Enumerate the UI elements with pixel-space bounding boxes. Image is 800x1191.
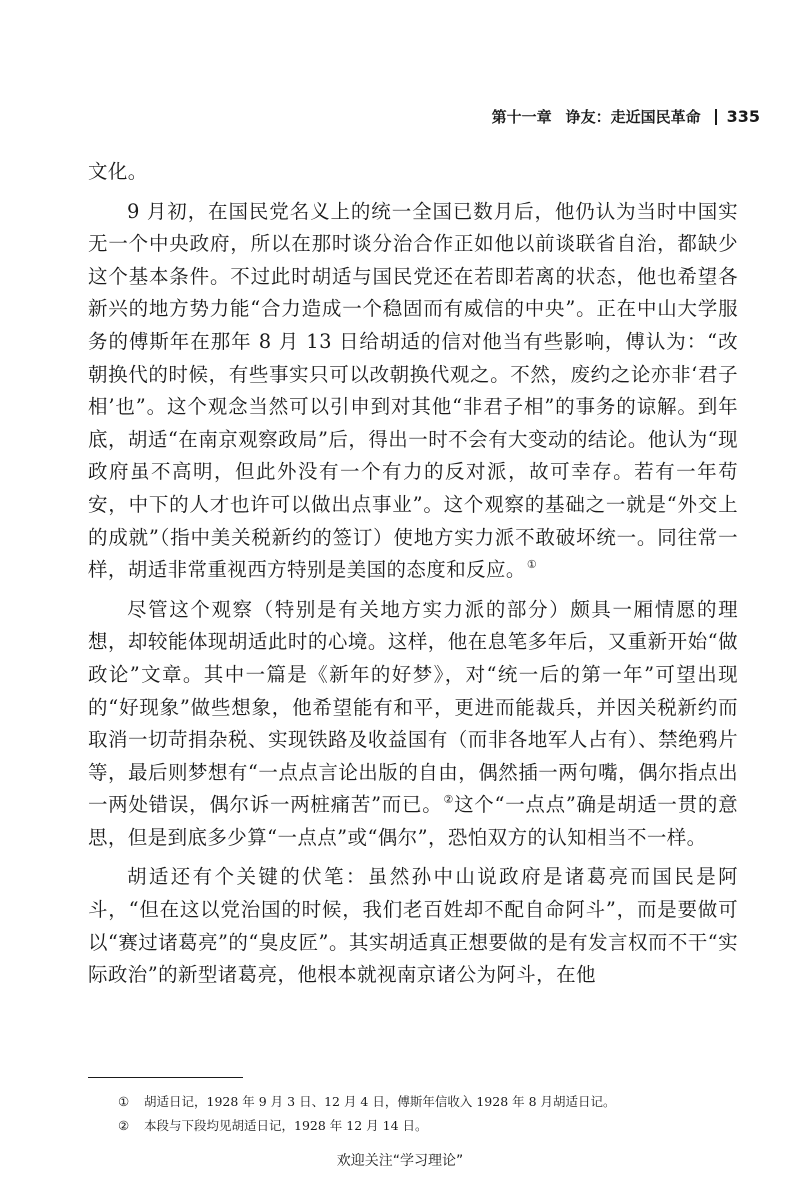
paragraph-2-text: 9 月初，在国民党名义上的统一全国已数月后，他仍认为当时中国实无一个中央政府，所以在那时谈分治合作正如他以前谈联省自治，都缺少这个基本条件。不过此时胡适与国民党还在若即若离的状态，他也希望各新兴的地方势力能“合力造成一个稳固而有威信的中央”。正在中山大学服务的傅斯年在那年 8 月 13 日给胡适的信对他当有些影响，傅认为：“改朝换代的时候，有些事实只可以改朝换代观之。不然，废约之论亦非‘君子相’也”。这个观念当然可以引申到对其他“非君子相”的事务的谅解。到年底，胡适“在南京观察政局”后，得出一时不会有大变动的结论。他认为“现政府虽不高明，但此外没有一个有力的反对派，故可幸存。若有一年苟安，中下的人才也许可以做出点事业”。这个观察的基础之一就是“外交上的成就”（指中美关税新约的签订）使地方实力派不敢破坏统一。同往常一样，胡适非常重视西方特别是美国的态度和反应。 [88, 199, 738, 582]
body-text [88, 156, 738, 992]
footnotes [118, 1090, 738, 1138]
footnote-text: 本段与下段均见胡适日记，1928 年 12 月 14 日。 [144, 1118, 428, 1133]
page-number: 335 [726, 107, 760, 126]
paragraph-3 [88, 594, 738, 855]
footnote-1 [118, 1090, 738, 1114]
footnote-mark: ① [118, 1094, 130, 1109]
footnote-rule [88, 1077, 243, 1078]
footnote-ref-2[interactable]: ② [443, 793, 455, 807]
footnote-text: 胡适日记，1928 年 9 月 3 日、12 月 4 日，傅斯年信收入 1928 年 8 月胡适日记。 [144, 1094, 616, 1109]
paragraph-1: 文化。 [88, 160, 148, 183]
paragraph-3-text-b: 这个“一点点”确是胡适一贯的意思，但是到底多少算“一点点”或“偶尔”，恐怕双方的认知相当不一样。 [88, 793, 739, 849]
footnote-ref-1[interactable]: ① [526, 558, 538, 572]
chapter-title: 诤友：走近国民革命 [565, 108, 701, 126]
chapter-label: 第十一章 [491, 108, 552, 126]
paragraph-3-text-a: 尽管这个观察（特别是有关地方实力派的部分）颇具一厢情愿的理想，却较能体现胡适此时的心境。这样，他在息笔多年后，又重新开始“做政论”文章。其中一篇是《新年的好梦》，对“统一后的第一年”可望出现的“好现象”做些想象，他希望能有和平，更进而能裁兵，并因关税新约而取消一切苛捐杂税、实现铁路及收益国有（而非各地军人占有）、禁绝鸦片等，最后则梦想有“一点点言论出版的自由，偶然插一两句嘴，偶尔指点出一两处错误，偶尔诉一两桩痛苦”而已。 [88, 597, 738, 817]
page-footer: 欢迎关注“学习理论” [336, 1153, 464, 1169]
paragraph-4: 胡适还有个关键的伏笔：虽然孙中山说政府是诸葛亮而国民是阿斗，“但在这以党治国的时候，我们老百姓却不配自命阿斗”，而是要做可以“赛过诸葛亮”的“臭皮匠”。其实胡适真正想要做的是有发言权而不干“实际政治”的新型诸葛亮，他根本就视南京诸公为阿斗，在他 [88, 865, 738, 987]
paragraph-2 [88, 196, 738, 587]
header-divider [715, 109, 717, 125]
footnote-2 [118, 1114, 738, 1138]
footnote-mark: ② [118, 1118, 130, 1133]
running-header [492, 106, 760, 127]
